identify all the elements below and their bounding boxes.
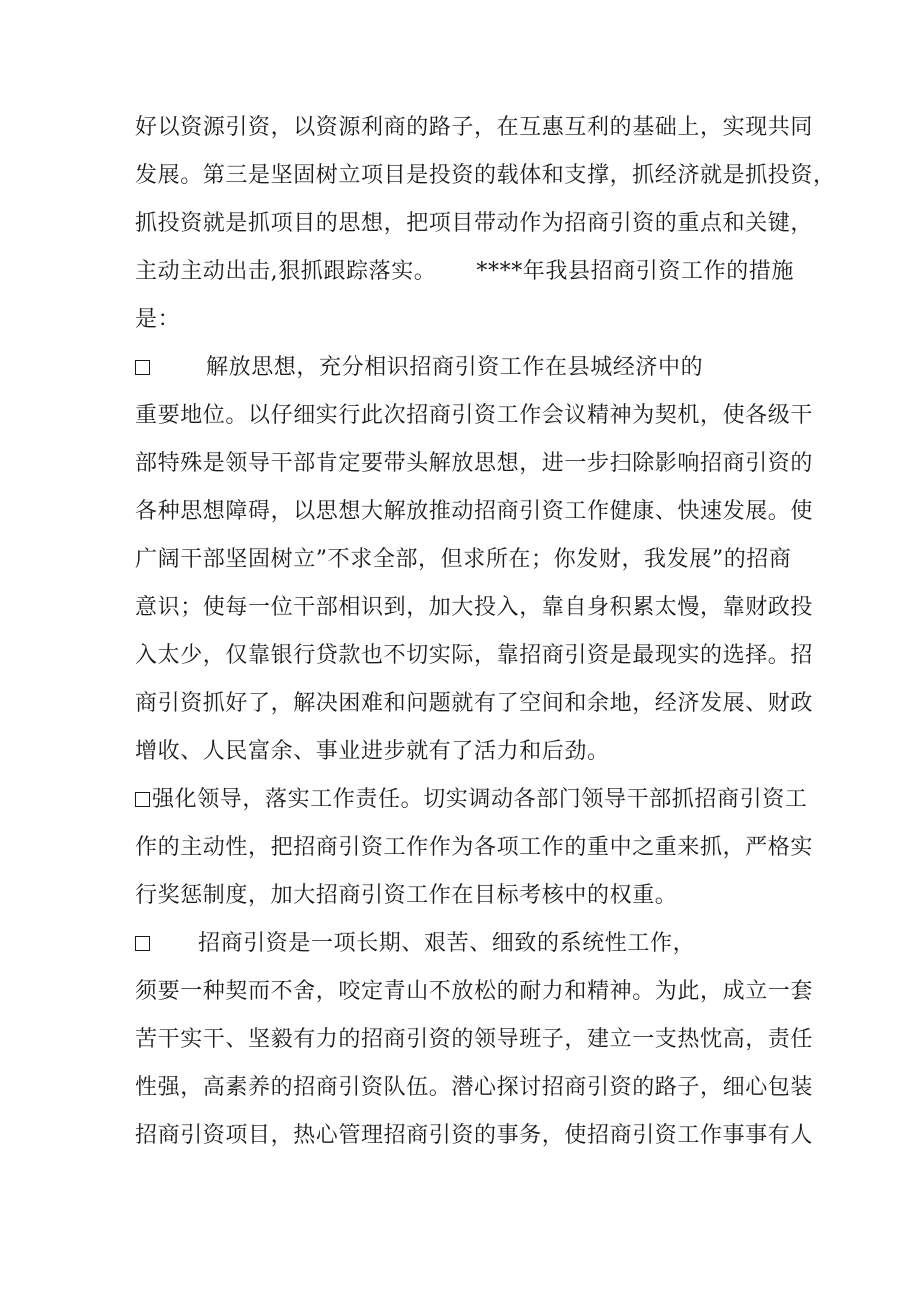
checkbox-icon xyxy=(135,360,150,375)
paragraph-line xyxy=(135,113,814,143)
paragraph-line xyxy=(135,881,795,911)
checkbox-icon xyxy=(135,936,150,951)
section-heading: ****年我县招商引资工作的措施 xyxy=(476,259,795,284)
paragraph-line xyxy=(135,1025,814,1055)
line-text: 解放思想，充分相识招商引资工作在县城经济中的 xyxy=(206,355,704,380)
line-text: 好以资源引资，以资源利商的路子，在互惠互利的基础上，实现共同 xyxy=(135,115,814,140)
line-text: 部特殊是领导干部肯定要带头解放思想，进一步扫除影响招商引资的 xyxy=(135,451,814,476)
paragraph-line xyxy=(135,1121,814,1151)
line-text: 招商引资是一项长期、艰苦、细致的系统性工作， xyxy=(198,931,696,956)
paragraph-line xyxy=(135,977,814,1007)
paragraph-line xyxy=(135,401,814,431)
paragraph-line xyxy=(135,641,814,671)
paragraph-line xyxy=(135,305,795,335)
paragraph-line xyxy=(135,545,795,575)
line-text: 主动主动出击,狠抓跟踪落实。 xyxy=(135,259,437,284)
paragraph-line xyxy=(135,449,814,479)
line-text: 重要地位。以仔细实行此次招商引资工作会议精神为契机，使各级干 xyxy=(135,403,814,428)
paragraph-line xyxy=(135,209,814,239)
line-text: 发展。第三是坚固树立项目是投资的载体和支撑，抓经济就是抓投资， xyxy=(135,163,836,188)
checkbox-icon xyxy=(135,792,150,807)
line-text: 是： xyxy=(135,307,181,332)
paragraph-line xyxy=(135,689,814,719)
paragraph-line xyxy=(135,257,795,287)
line-text: 入太少，仅靠银行贷款也不切实际，靠招商引资是最现实的选择。招 xyxy=(135,643,814,668)
list-item xyxy=(135,785,808,815)
line-text: 抓投资就是抓项目的思想，把项目带动作为招商引资的重点和关键， xyxy=(135,211,814,236)
paragraph-line xyxy=(135,161,836,191)
paragraph-line xyxy=(135,833,814,863)
paragraph-line xyxy=(135,593,814,623)
line-text: 广阔干部坚固树立”不求全部，但求所在；你发财，我发展”的招商 xyxy=(135,547,792,572)
line-text: 意识；使每一位干部相识到，加大投入，靠自身积累太慢，靠财政投 xyxy=(135,595,814,620)
paragraph-line xyxy=(135,1073,814,1103)
line-text: 商引资抓好了，解决困难和问题就有了空间和余地，经济发展、财政 xyxy=(135,691,814,716)
list-item xyxy=(135,929,795,959)
line-text: 作的主动性，把招商引资工作作为各项工作的重中之重来抓，严格实 xyxy=(135,835,814,860)
line-text: 招商引资项目，热心管理招商引资的事务，使招商引资工作事事有人 xyxy=(135,1123,814,1148)
paragraph-line xyxy=(135,497,814,527)
line-text: 各种思想障碍，以思想大解放推动招商引资工作健康、快速发展。使 xyxy=(135,499,814,524)
line-text: 行奖惩制度，加大招商引资工作在目标考核中的权重。 xyxy=(135,883,678,908)
line-text: 强化领导，落实工作责任。切实调动各部门领导干部抓招商引资工 xyxy=(152,787,808,812)
line-text: 须要一种契而不舍，咬定青山不放松的耐力和精神。为此，成立一套 xyxy=(135,979,814,1004)
line-text: 性强，高素养的招商引资队伍。潜心探讨招商引资的路子，细心包装 xyxy=(135,1075,814,1100)
line-text: 苦干实干、坚毅有力的招商引资的领导班子，建立一支热忱高，责任 xyxy=(135,1027,814,1052)
paragraph-line xyxy=(135,737,795,767)
list-item xyxy=(135,353,795,383)
line-text: 增收、人民富余、事业进步就有了活力和后劲。 xyxy=(135,739,610,764)
